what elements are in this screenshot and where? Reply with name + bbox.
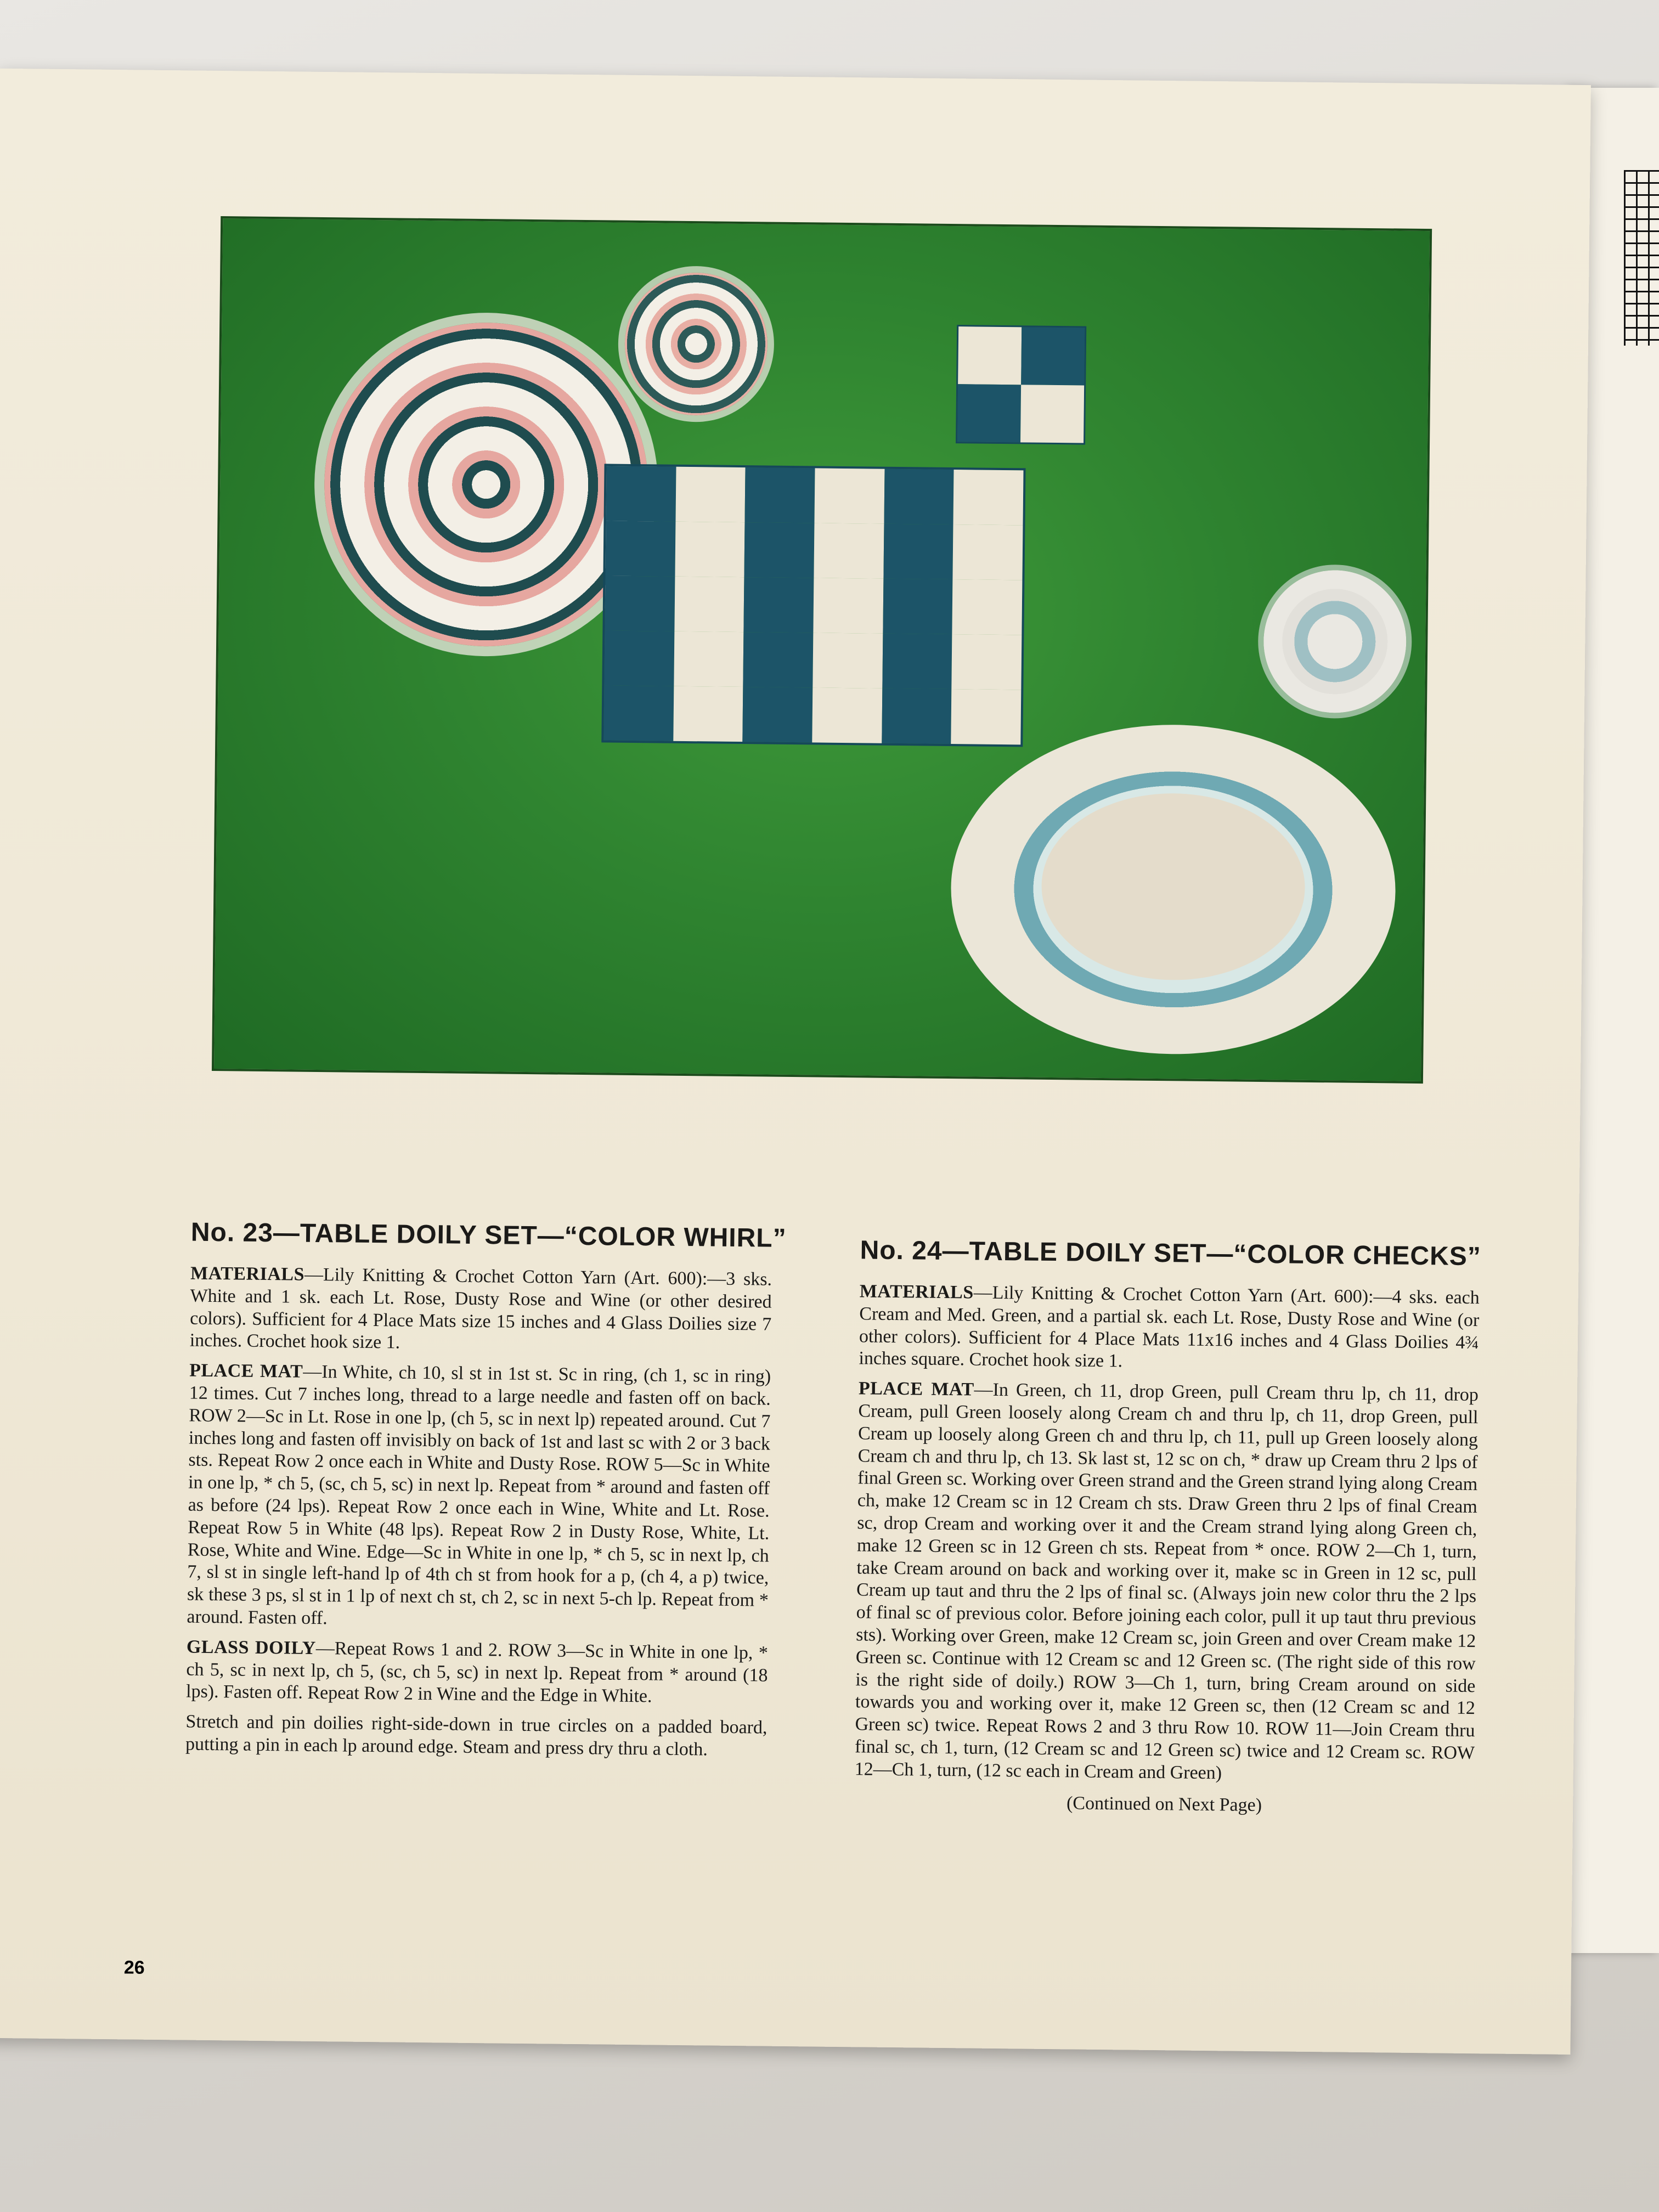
color-checks-place-mat [601, 464, 1025, 747]
place-mat-23 [187, 1360, 771, 1635]
materials-text: —Lily Knitting & Crochet Cotton Yarn (Art. 600):—4 sks. each Cream and Med. Green, and a partial sk. each Lt. Rose, Dusty Rose and Wine (or other colors). Sufficient for 4 Place Mats 11x16 inches and 4 Glass Doilies 4¾ inches square. Crochet hook size 1. [859, 1282, 1480, 1372]
page-number: 26 [123, 1957, 145, 1978]
place-mat-24 [854, 1378, 1479, 1787]
materials-23 [190, 1263, 772, 1358]
glass-doily-23 [186, 1636, 768, 1709]
continued-note: (Continued on Next Page) [1066, 1792, 1262, 1815]
pattern-24-heading: No. 24—TABLE DOILY SET—“COLOR CHECKS” [860, 1235, 1482, 1272]
glass-doily-text: —Repeat Rows 1 and 2. ROW 3—Sc in White in one lp, * ch 5, sc in next lp, ch 5, (sc, ch 5, sc) in next lp. Repeat from * around (18 lps). Fasten off. Repeat Row 2 in Wine and the Edge in White. [185, 1638, 769, 1707]
place-mat-text: —In White, ch 10, sl st in 1st st. Sc in ring, (ch 1, sc in ring) 12 times. Cut 7 inches long, thread to a large needle and fasten off on back. ROW 2—Sc in Lt. Rose in one lp, (ch 5, sc in next lp) repeated around. Cut 7 inches long and fasten off invisibly on back of 1st and last sc with 2 or 3 back sts. Repeat Row 2 once each in White and Dusty Rose. ROW 5—Sc in White in one lp, * ch 5, (sc, ch 5, sc) in next lp. Repeat from * around and fasten off as before (24 lps). Repeat Row 2 once each in Wine, White and Lt. Rose. Repeat Row 5 in White (48 lps). Repeat Row 2 in Dusty Rose, White, Lt. Rose, White and Wine. Edge—Sc in White in one lp, * ch 5, sc in next lp, ch 7, sl st in single left-hand lp of 4th ch st from hook for a p, (ch 4, a p) twice, sk these 3 ps, sl st in 1 lp of next ch st, ch 2, sc in next 5-ch lp. Repeat from * around. Fasten off. [187, 1361, 771, 1629]
booklet-page [0, 69, 1591, 2055]
pattern-24-column [854, 1235, 1480, 1818]
small-round-doily [1263, 569, 1407, 714]
doily-set-photo [212, 216, 1432, 1084]
pattern-23-heading: No. 23—TABLE DOILY SET—“COLOR WHIRL” [190, 1217, 787, 1253]
glass-doily-label: GLASS DOILY [186, 1637, 317, 1658]
stretch-instructions: Stretch and pin doilies right-side-down in true circles on a padded board, putting a pin in each lp around edge. Steam and press dry thru a cloth. [185, 1711, 768, 1760]
color-whirl-glass-doily [624, 272, 769, 416]
materials-text: —Lily Knitting & Crochet Cotton Yarn (Art. 600):—3 sks. White and 1 sk. each Lt. Rose, Dusty Rose and Wine (or other desired colors). Sufficient for 4 Place Mats size 15 inches and 4 Glass Doilies size 7 inches. Crochet hook size 1. [189, 1264, 772, 1353]
pattern-23-column [185, 1217, 787, 1770]
place-mat-label: PLACE MAT [189, 1360, 303, 1382]
color-whirl-place-mat [323, 321, 650, 648]
place-mat-text: —In Green, ch 11, drop Green, pull Cream thru lp, ch 11, drop Cream, pull Green loosely along Cream ch and thru lp, ch 11, drop Green, pull Cream up loosely along Green ch and thru lp, ch 11, pull up Green loosely along Cream ch and thru lp, ch 13. Sk last st, 12 sc on ch, * draw up Cream thru 2 lps of final Green sc. Working over Green strand and the Green strand lying along Cream ch, make 12 Cream sc in 12 Cream ch sts. Draw Green thru 2 lps of final Cream sc, drop Cream and working over it and the Cream strand lying along Green ch, make 12 Green sc in 12 Green ch sts. Repeat from * once. ROW 2—Ch 1, turn, take Cream around on back and working over it, make sc in Green in 12 sc, pull Cream up taut and thru the 2 lps of final sc. (Always join new color thru the 2 lps of final sc of previous color. Before joining each color, pull it up taut thru previous sts). Working over Green, make 12 Cream sc, join Green and over Cream make 12 Green sc. Continue with 12 Cream sc and 12 Green sc. (The right side of this row is the right side of doily.) ROW 3—Ch 1, turn, bring Cream around on side towards you and working over it, make 12 Green sc, then (12 Cream sc and 12 Green sc) twice. Repeat Rows 2 and 3 thru Row 10. ROW 11—Join Cream thru final sc, ch 1, turn, (12 Cream sc and 12 Green sc) twice and 12 Cream sc. ROW 12—Ch 1, turn, (12 sc each in Cream and Green) [854, 1379, 1479, 1784]
materials-label: MATERIALS [190, 1263, 305, 1285]
materials-label: MATERIALS [859, 1281, 974, 1303]
chart-grid-fragment [1624, 170, 1659, 346]
materials-24 [859, 1280, 1480, 1376]
color-checks-glass-doily [956, 325, 1086, 444]
place-mat-label: PLACE MAT [858, 1378, 974, 1400]
